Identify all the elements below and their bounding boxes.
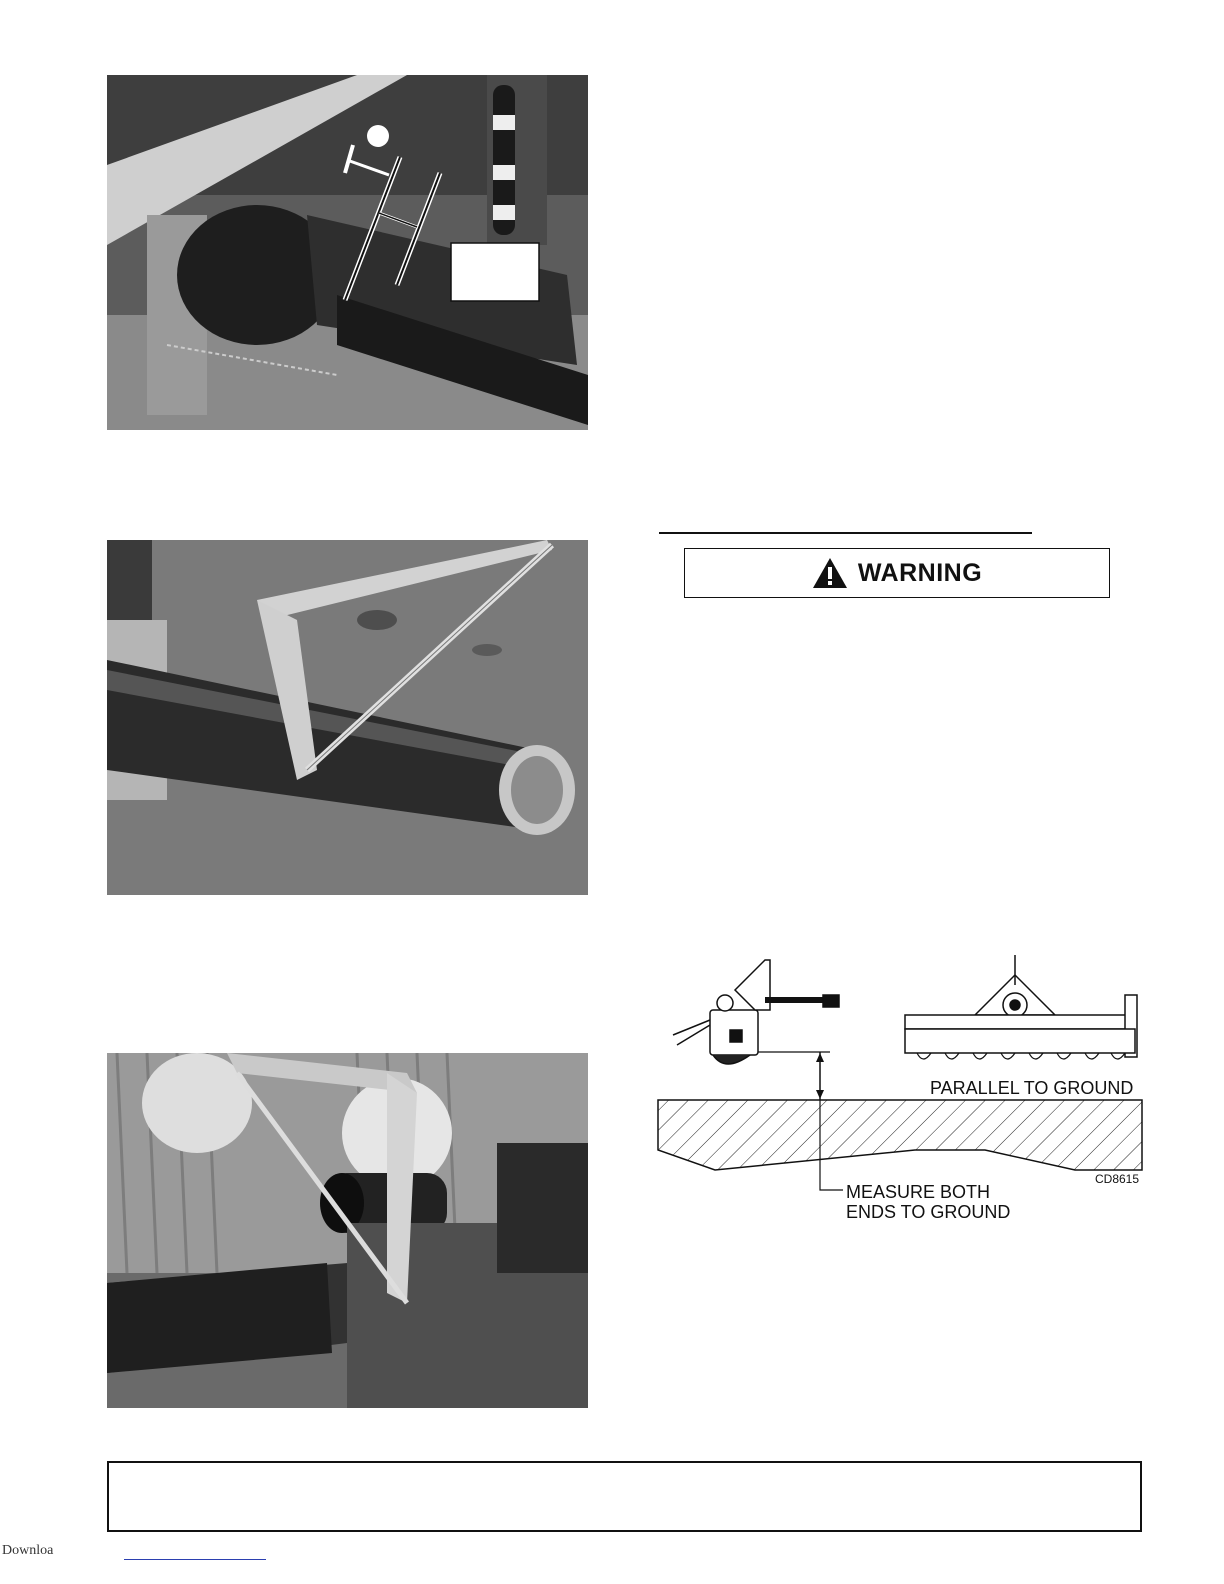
tiller-level-diagram (655, 955, 1145, 1230)
measure-label-line1: MEASURE BOTH (846, 1182, 991, 1202)
measure-label-line2: ENDS TO GROUND (846, 1202, 1011, 1222)
warning-banner (684, 548, 1110, 598)
tiller-side-view (673, 960, 839, 1064)
warning-label: WARNING (857, 558, 983, 587)
download-link-underline[interactable] (124, 1559, 266, 1560)
diagram-code: CD8615 (1095, 1172, 1140, 1186)
cutting-outer-tube-photo (107, 540, 588, 895)
section-divider (659, 532, 1032, 534)
driveline-measure-photo (107, 75, 588, 430)
parallel-label: PARALLEL TO GROUND (930, 1078, 1134, 1098)
download-text: Downloa (2, 1543, 54, 1558)
cutting-inner-tube-photo (107, 1053, 588, 1408)
tiller-rear-view (905, 955, 1137, 1059)
warning-triangle-icon (812, 557, 848, 589)
footer-box (107, 1461, 1142, 1532)
